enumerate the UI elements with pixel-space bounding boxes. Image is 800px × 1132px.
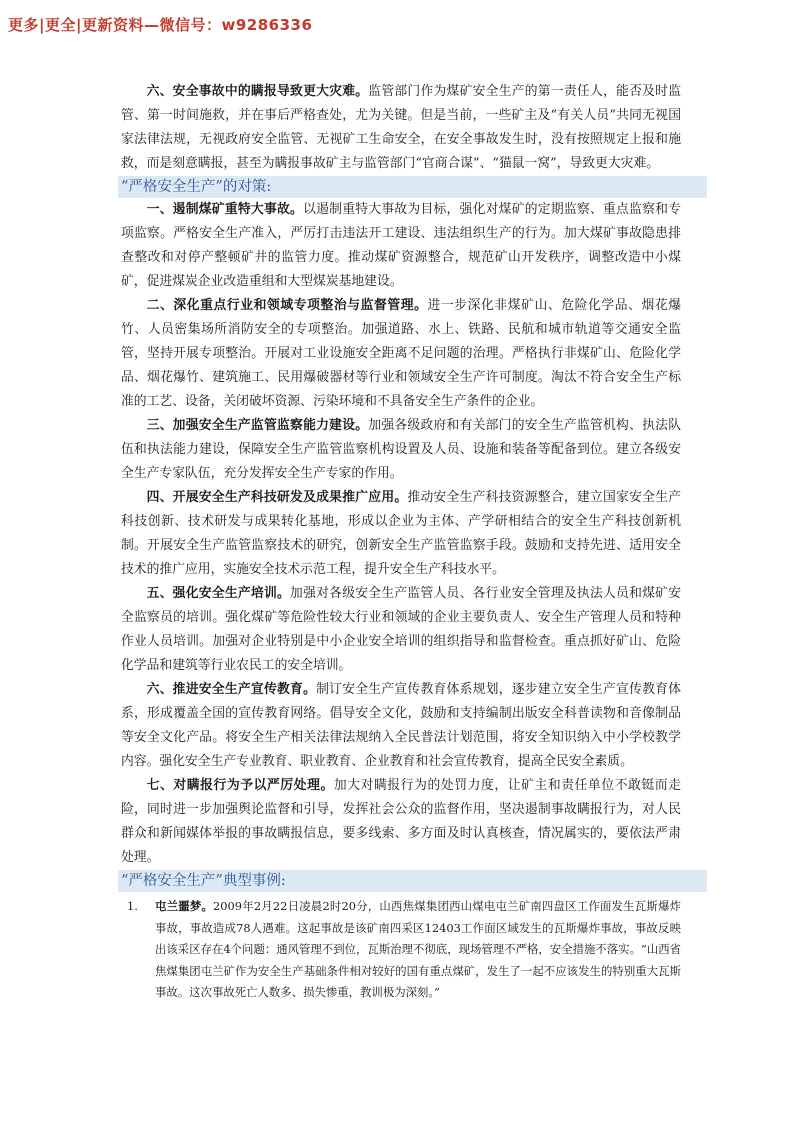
countermeasure-lead: 六、推进安全生产宣传教育。 — [146, 682, 317, 697]
list-item — [121, 896, 681, 1004]
intro-lead: 六、安全事故中的瞒报导致更大灾难。 — [146, 84, 369, 99]
countermeasure-body: 加大对瞒报行为的处罚力度，让矿主和责任单位不敢铤而走险，同时进一步加强舆论监督和引导，发挥社会公众的监督作用，坚决遏制事故瞒报行为，对人民群众和新闻媒体举报的事故瞒报信息，要多线索、多方面及时认真核查，情况属实的，要依法严肃处理。 — [121, 778, 682, 865]
countermeasure-body: 加强各级政府和有关部门的安全生产监管机构、执法队伍和执法能力建设，保障安全生产监管监察机构设置及人员、设施和装备等配备到位。建立各级安全生产专家队伍，充分发挥安全生产专家的作用。 — [121, 418, 682, 481]
countermeasures-heading: “严格安全生产”的对策: — [118, 176, 707, 198]
countermeasure-body: 以遏制重特大事故为目标，强化对煤矿的定期监察、重点监察和专项监察。严格安全生产准入，严厉打击违法开工建设、违法组织生产的行为。加大煤矿事故隐患排查整改和对停产整顿矿井的监管力度。推动煤矿资源整合，规范矿山开发秩序，调整改造中小煤矿，促进煤炭企业改造重组和大型煤炭基地建设。 — [121, 202, 682, 289]
countermeasure-item — [121, 414, 681, 486]
countermeasure-body: 制订安全生产宣传教育体系规划，逐步建立安全生产宣传教育体系，形成覆盖全国的宣传教育网络。倡导安全文化，鼓励和支持编制出版安全科普读物和音像制品等安全文化产品。将安全生产相关法律法规纳入全民普法计划范围，将安全知识纳入中小学校教学内容。强化安全生产专业教育、职业教育、企业教育和社会宣传教育，提高全民安全素质。 — [121, 682, 682, 769]
countermeasure-body: 推动安全生产科技资源整合，建立国家安全生产科技创新、技术研发与成果转化基地，形成以企业为主体、产学研相结合的安全生产科技创新机制。开展安全生产监管监察技术的研究，创新安全生产监管监察手段。鼓励和支持先进、适用安全技术的推广应用，实施安全技术示范工程，提升安全生产科技水平。 — [121, 490, 682, 577]
intro-body: 监管部门作为煤矿安全生产的第一责任人，能否及时监管、第一时间施救，并在事后严格查处，尤为关键。但是当前，一些矿主及“有关人员”共同无视国家法律法规，无视政府安全监管、无视矿工生命安全，在安全事故发生时，没有按照规定上报和施救，而是刻意瞒报，甚至为瞒报事故矿主与监管部门“官商合谋”、“猫鼠一窝”，导致更大灾难。 — [121, 84, 682, 171]
intro-paragraph — [121, 80, 681, 176]
case-list — [121, 896, 681, 1004]
countermeasure-item — [121, 294, 681, 414]
case-number: 1. — [127, 899, 138, 913]
case-body: 2009年2月22日凌晨2时20分，山西焦煤集团西山煤电屯兰矿南四盘区工作面发生瓦斯爆炸事故，事故造成78人遇难。这起事故是该矿南四采区12403工作面区域发生的瓦斯爆炸事故，事故反映出该采区存在4个问题：通风管理不到位，瓦斯治理不彻底，现场管理不严格，安全措施不落实。“山西省焦煤集团屯兰矿作为安全生产基础条件相对较好的国有重点煤矿，发生了一起不应该发生的特别重大瓦斯事故。这次事故死亡人数多、损失惨重，教训极为深刻。” — [155, 899, 681, 999]
countermeasure-lead: 四、开展安全生产科技研发及成果推广应用。 — [146, 490, 408, 505]
wechat-banner: 更多|更全|更新资料—微信号：w9286336 — [8, 16, 313, 34]
countermeasure-body: 进一步深化非煤矿山、危险化学品、烟花爆竹、人员密集场所消防安全的专项整治。加强道路、水上、铁路、民航和城市轨道等交通安全监管，坚持开展专项整治。开展对工业设施安全距离不足问题的治理。严格执行非煤矿山、危险化学品、烟花爆竹、建筑施工、民用爆破器材等行业和领域安全生产许可制度。淘汰不符合安全生产标准的工艺、设备，关闭破坏资源、污染环境和不具备安全生产条件的企业。 — [121, 298, 682, 409]
countermeasure-lead: 五、强化安全生产培训。 — [146, 586, 291, 601]
cases-heading: “严格安全生产”典型事例: — [118, 870, 707, 892]
countermeasure-item — [121, 486, 681, 582]
countermeasure-item — [121, 678, 681, 774]
countermeasure-lead: 三、加强安全生产监管监察能力建设。 — [146, 418, 369, 433]
countermeasure-lead: 一、遏制煤矿重特大事故。 — [146, 202, 304, 217]
document-page — [121, 80, 681, 1004]
case-lead: 屯兰噩梦。 — [155, 899, 214, 913]
countermeasure-item — [121, 774, 681, 870]
countermeasure-body: 加强对各级安全生产监管人员、各行业安全管理及执法人员和煤矿安全监察员的培训。强化煤矿等危险性较大行业和领域的企业主要负责人、安全生产管理人员和特种作业人员培训。加强对企业特别是中小企业安全培训的组织指导和监督检查。重点抓好矿山、危险化学品和建筑等行业农民工的安全培训。 — [121, 586, 682, 673]
countermeasure-lead: 二、深化重点行业和领域专项整治与监督管理。 — [146, 298, 428, 313]
case-text — [155, 896, 681, 1004]
countermeasure-item — [121, 582, 681, 678]
countermeasure-item — [121, 198, 681, 294]
countermeasure-lead: 七、对瞒报行为予以严厉处理。 — [146, 778, 334, 793]
